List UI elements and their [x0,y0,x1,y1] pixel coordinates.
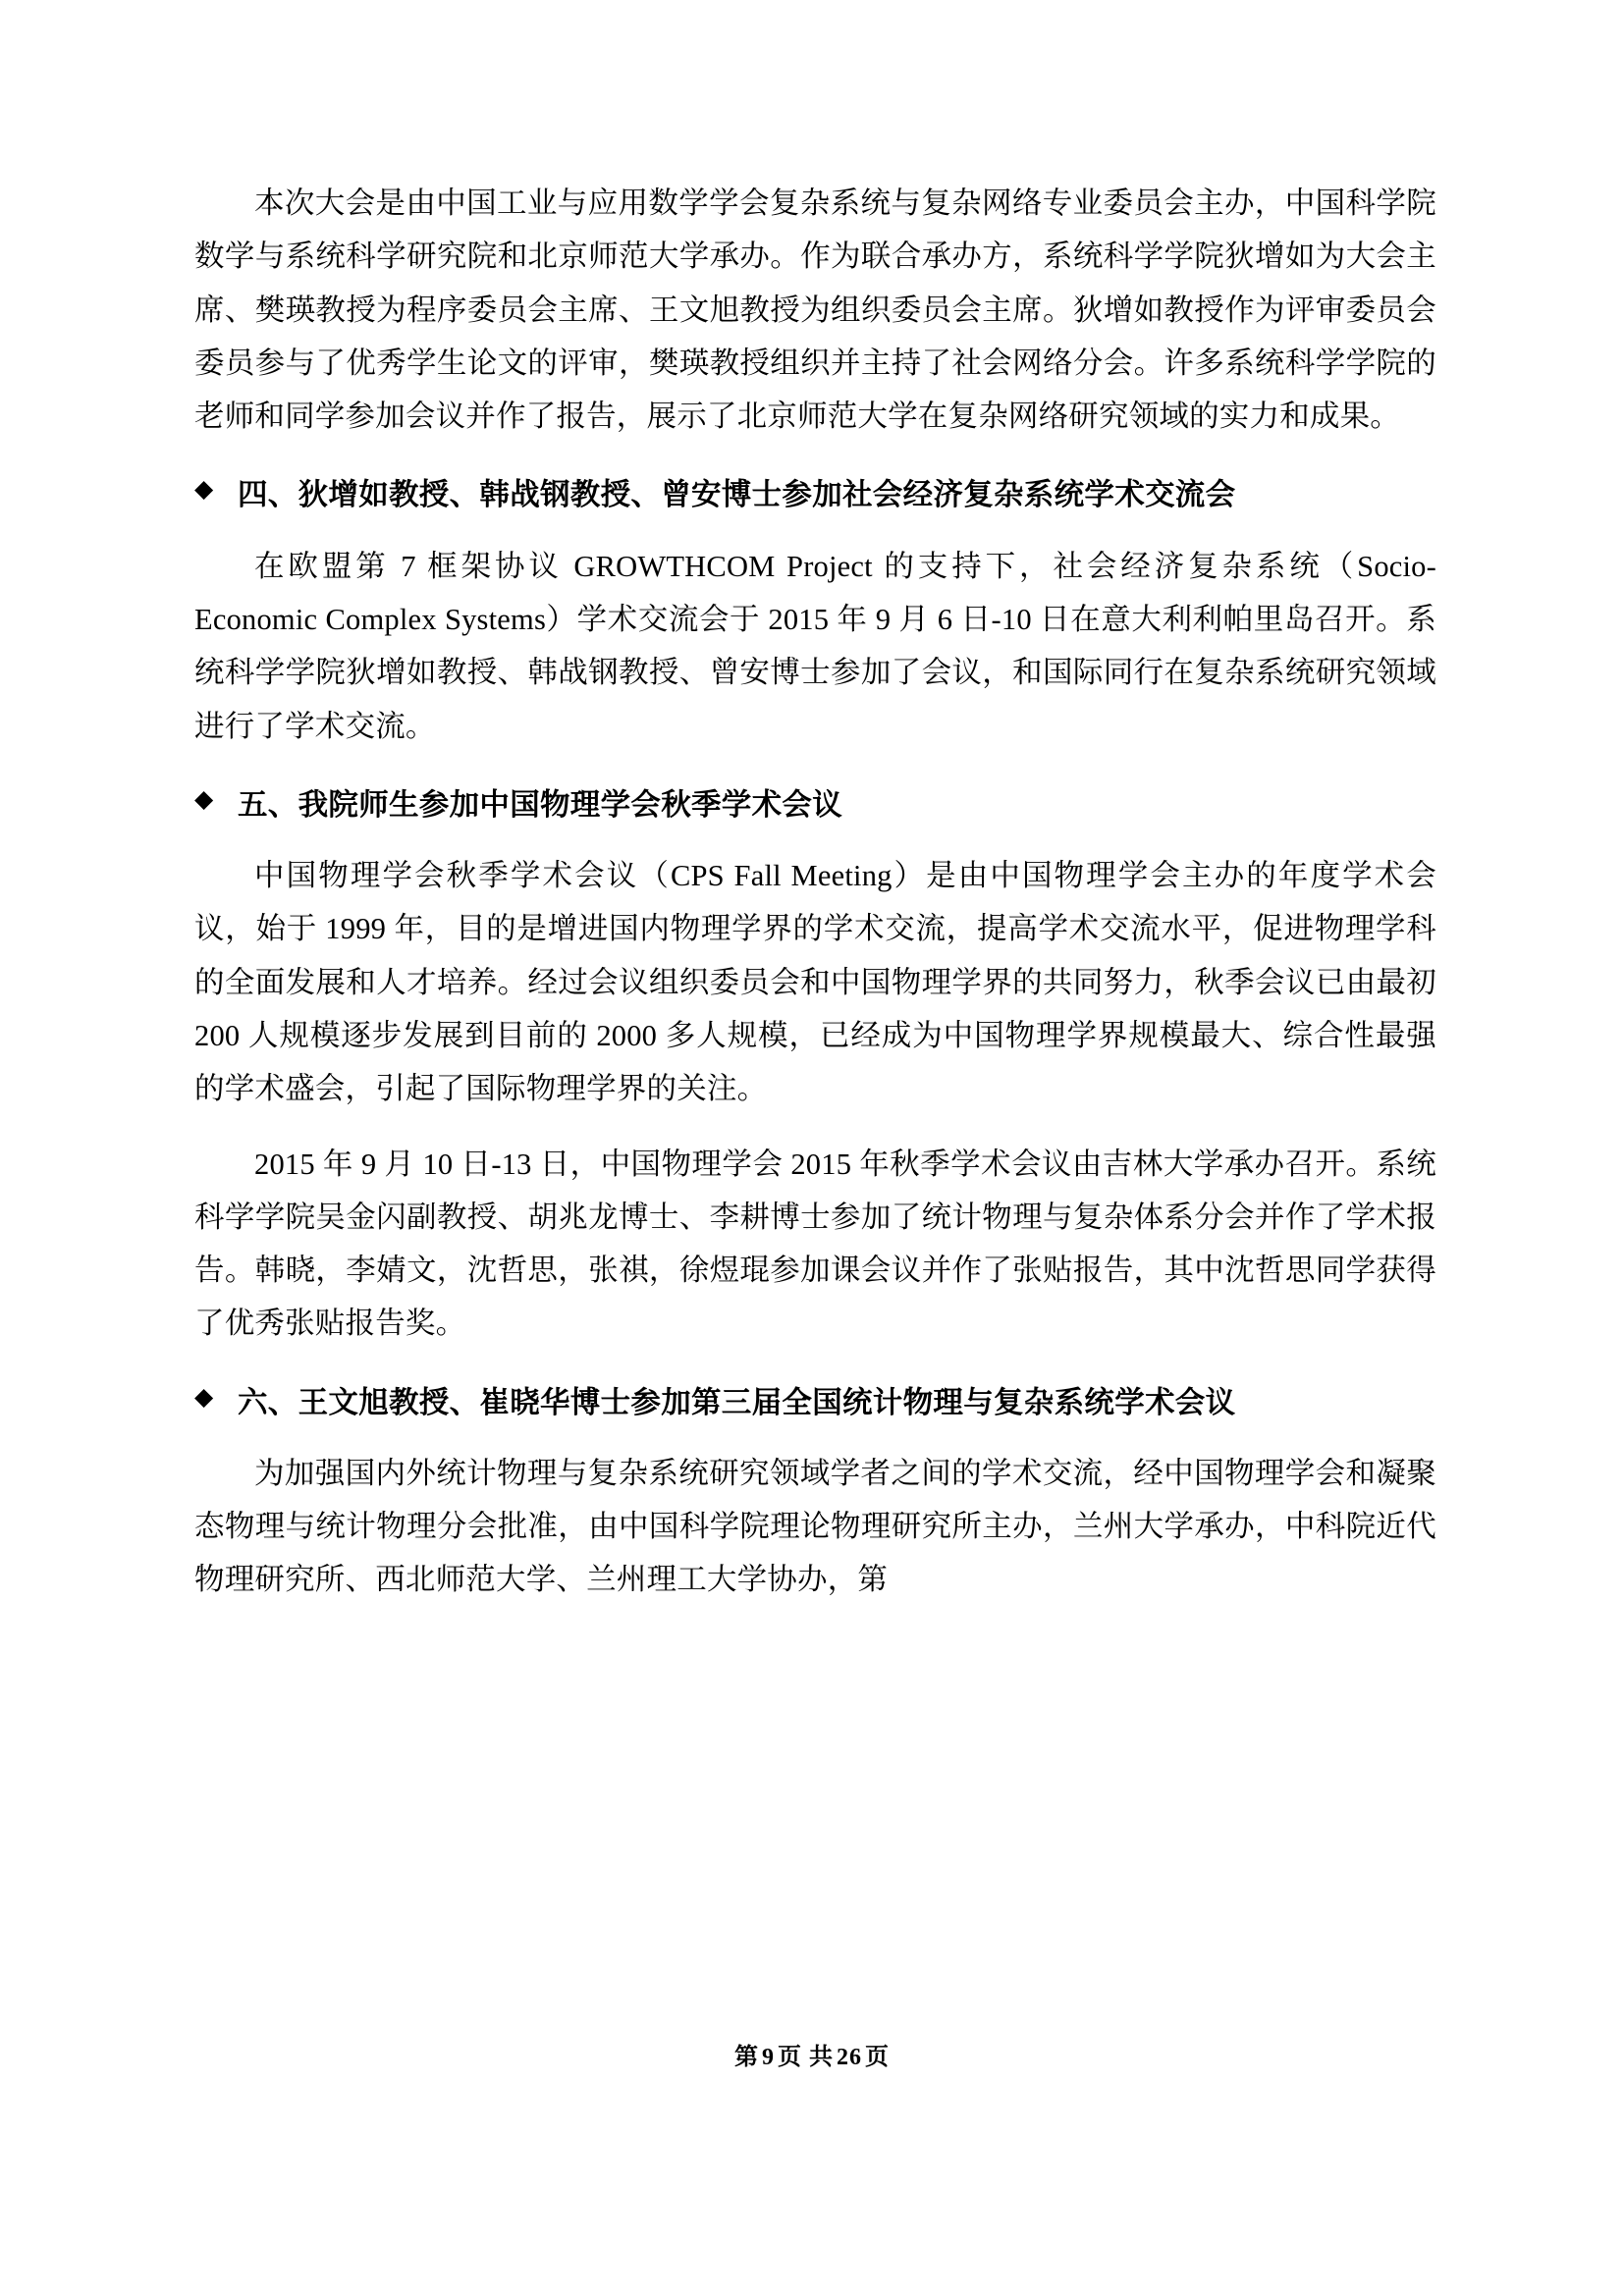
paragraph-socio-economic-complex-systems: 在欧盟第 7 框架协议 GROWTHCOM Project 的支持下，社会经济复杂系统（Socio-Economic Complex Systems）学术交流会于 2015 年 9 月 6 日-10 日在意大利利帕里岛召开。系统科学学院狄增如教授、韩战钢教授、曾安博士参加了会议，和国际同行在复杂系统研究领域进行了学术交流。 [194,549,1436,743]
paragraph-cps-fall-meeting-intro: 中国物理学会秋季学术会议（CPS Fall Meeting）是由中国物理学会主办的年度学术会议，始于 1999 年，目的是增进国内物理学界的学术交流，提高学术交流水平，促进物理学科的全面发展和人才培养。经过会议组织委员会和中国物理学界的共同努力，秋季会议已由最初 200 人规模逐步发展到目前的 2000 多人规模，已经成为中国物理学界规模最大、综合性最强的学术盛会，引起了国际物理学界的关注。 [194,859,1436,1106]
footer-current-page: 9 [762,2045,775,2070]
section-heading-five [194,778,1436,831]
diamond-bullet-icon: ◆ [194,1383,214,1411]
section-heading-five-text: 五、我院师生参加中国物理学会秋季学术会议 [238,787,842,822]
section-heading-six-text: 六、王文旭教授、崔晓华博士参加第三届全国统计物理与复杂系统学术会议 [238,1385,1236,1419]
page-footer [0,2037,1624,2071]
footer-middle: 页 共 [778,2045,834,2070]
paragraph-cps-fall-meeting-2015: 2015 年 9 月 10 日-13 日，中国物理学会 2015 年秋季学术会议由吉林大学承办召开。系统科学学院吴金闪副教授、胡兆龙博士、李耕博士参加了统计物理与复杂体系分会并作了学术报告。韩晓，李婧文，沈哲思，张祺，徐煜琨参加课会议并作了张贴报告，其中沈哲思同学获得了优秀张贴报告奖。 [194,1147,1436,1341]
section-heading-six [194,1376,1436,1429]
paragraph-conference-organizers: 本次大会是由中国工业与应用数学学会复杂系统与复杂网络专业委员会主办，中国科学院数学与系统科学研究院和北京师范大学承办。作为联合承办方，系统科学学院狄增如为大会主席、樊瑛教授为程序委员会主席、王文旭教授为组织委员会主席。狄增如教授作为评审委员会委员参与了优秀学生论文的评审，樊瑛教授组织并主持了社会网络分会。许多系统科学学院的老师和同学参加会议并作了报告，展示了北京师范大学在复杂网络研究领域的实力和成果。 [194,187,1436,434]
footer-prefix: 第 [734,2045,759,2070]
paragraph-gap [194,1116,1436,1138]
footer-total-pages: 26 [837,2045,862,2070]
page-content [194,177,1436,1607]
section-heading-four-text: 四、狄增如教授、韩战钢教授、曾安博士参加社会经济复杂系统学术交流会 [238,478,1236,512]
footer-suffix: 页 [865,2045,890,2070]
paragraph-statistical-physics-conference: 为加强国内外统计物理与复杂系统研究领域学者之间的学术交流，经中国物理学会和凝聚态物理与统计物理分会批准，由中国科学院理论物理研究所主办，兰州大学承办，中科院近代物理研究所、西北师范大学、兰州理工大学协办，第 [194,1456,1436,1597]
section-heading-four [194,468,1436,521]
diamond-bullet-icon: ◆ [194,476,214,504]
diamond-bullet-icon: ◆ [194,785,214,813]
